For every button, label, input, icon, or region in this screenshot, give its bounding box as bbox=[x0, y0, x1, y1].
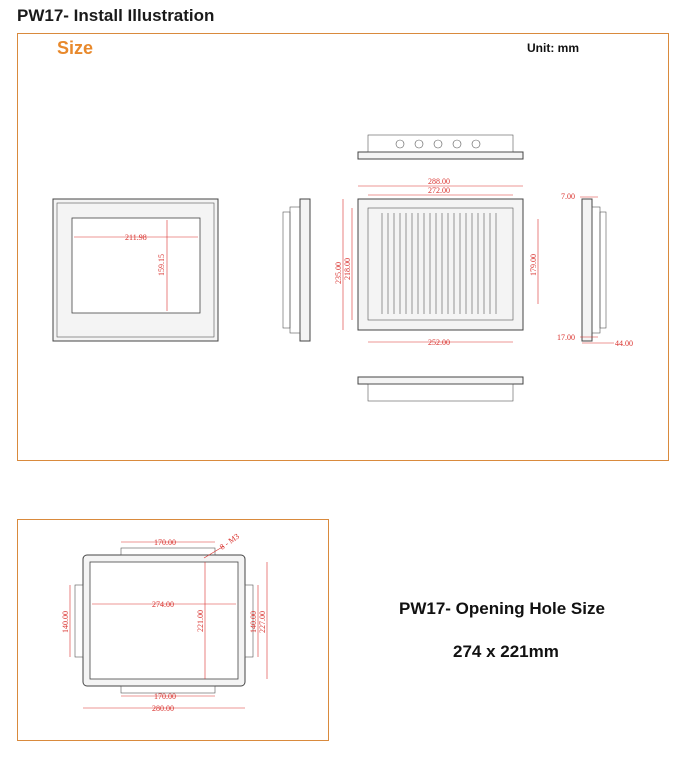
rear-overall-height-dim: 235.00 bbox=[334, 262, 343, 284]
hole-right-inner-height-dim: 140.00 bbox=[249, 611, 258, 633]
hole-inner-height-dim: 221.00 bbox=[196, 610, 205, 632]
front-width-dim: 211.98 bbox=[125, 233, 147, 242]
page-title: PW17- Install Illustration bbox=[17, 6, 215, 25]
hole-bottom-span-dim: 170.00 bbox=[154, 692, 176, 701]
hole-inner-width-dim: 274.00 bbox=[152, 600, 174, 609]
rear-bottom-width-dim: 252.00 bbox=[428, 338, 450, 347]
rear-inner-width-dim: 272.00 bbox=[428, 186, 450, 195]
side-bottom-depth-dim: 17.00 bbox=[557, 333, 575, 342]
bottom-view-drawing bbox=[358, 377, 523, 401]
rear-view-drawing bbox=[334, 177, 538, 347]
hole-left-height-dim: 140.00 bbox=[61, 611, 70, 633]
rear-right-height-dim: 179.00 bbox=[529, 254, 538, 276]
hole-top-span-dim: 170.00 bbox=[154, 538, 176, 547]
side-top-depth-dim: 7.00 bbox=[561, 192, 575, 201]
opening-hole-title: PW17- Opening Hole Size bbox=[399, 599, 605, 618]
right-side-view bbox=[557, 192, 633, 348]
unit-label: Unit: mm bbox=[527, 41, 579, 55]
top-view-drawing bbox=[358, 135, 523, 159]
size-heading: Size bbox=[57, 38, 94, 58]
hole-right-outer-height-dim: 227.00 bbox=[258, 611, 267, 633]
opening-hole-drawing bbox=[61, 532, 267, 713]
left-side-view bbox=[283, 199, 310, 341]
side-total-depth-dim: 44.00 bbox=[615, 339, 633, 348]
screw-label: 8 - M3 bbox=[217, 531, 241, 552]
front-view-drawing bbox=[53, 199, 218, 341]
opening-hole-size: 274 x 221mm bbox=[453, 642, 559, 661]
rear-inner-height-dim: 218.00 bbox=[343, 258, 352, 280]
front-height-dim: 159.15 bbox=[157, 254, 166, 276]
hole-outer-width-dim: 280.00 bbox=[152, 704, 174, 713]
rear-overall-width-dim: 288.00 bbox=[428, 177, 450, 186]
